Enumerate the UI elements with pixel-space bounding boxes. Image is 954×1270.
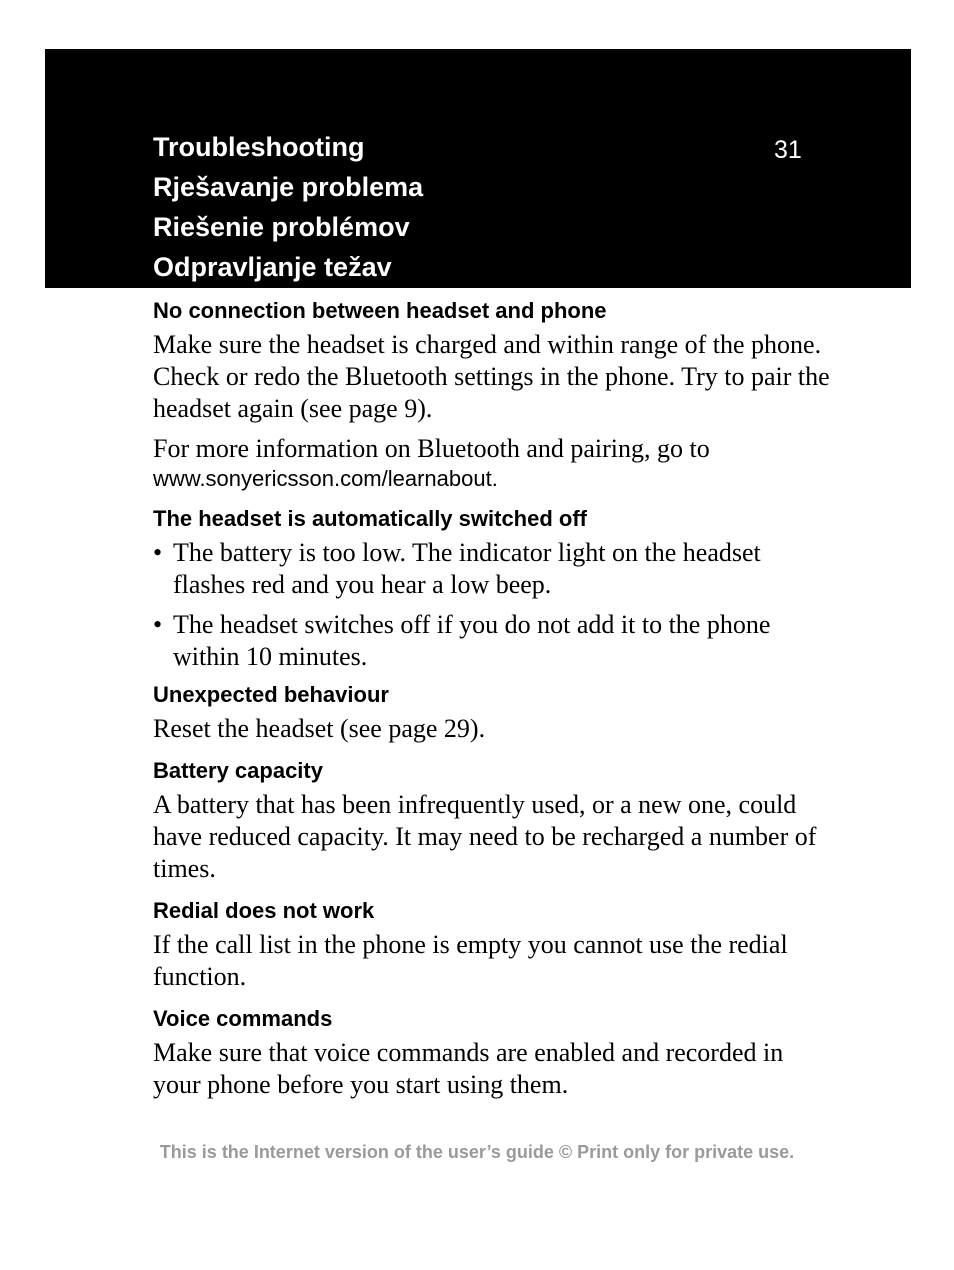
footer-notice: This is the Internet version of the user’s guide © Print only for private use. — [159, 1142, 795, 1162]
list-item — [153, 609, 833, 673]
heading-battery: Battery capacity — [153, 758, 323, 783]
para-no-connection: Make sure the headset is charged and within range of the phone. Check or redo the Bluetooth settings in the phone. Try to pair the headset again (see page 9). — [153, 330, 830, 423]
list-item-text: The battery is too low. The indicator light on the headset flashes red and you hear a low beep. — [173, 538, 761, 599]
title-slovak: Riešenie problémov — [153, 212, 410, 242]
main-content — [153, 297, 833, 1109]
more-info-text: For more information on Bluetooth and pairing, go to — [153, 434, 710, 463]
title-english: Troubleshooting — [153, 132, 365, 162]
heading-unexpected: Unexpected behaviour — [153, 682, 389, 707]
list-item-text: The headset switches off if you do not add it to the phone within 10 minutes. — [173, 610, 771, 671]
page-number: 31 — [774, 136, 802, 164]
bullet-mark: • — [153, 610, 163, 639]
heading-auto-off: The headset is automatically switched off — [153, 506, 587, 531]
heading-no-connection: No connection between headset and phone — [153, 298, 607, 323]
heading-voice: Voice commands — [153, 1006, 333, 1031]
para-battery: A battery that has been infrequently used, or a new one, could have reduced capacity. It may need to be recharged a number of times. — [153, 790, 817, 883]
title-croatian: Rješavanje problema — [153, 172, 424, 202]
title-slovenian: Odpravljanje težav — [153, 252, 392, 282]
auto-off-list — [153, 537, 833, 673]
page-titles — [153, 127, 423, 287]
para-voice: Make sure that voice commands are enabled and recorded in your phone before you start using them. — [153, 1038, 784, 1099]
header-banner — [45, 49, 911, 288]
heading-redial: Redial does not work — [153, 898, 375, 923]
para-unexpected: Reset the headset (see page 29). — [153, 714, 486, 743]
para-more-info — [153, 433, 833, 493]
para-redial: If the call list in the phone is empty you cannot use the redial function. — [153, 930, 788, 991]
bullet-mark: • — [153, 538, 163, 567]
learnabout-link[interactable]: www.sonyericsson.com/learnabout. — [153, 466, 498, 491]
list-item — [153, 537, 833, 601]
